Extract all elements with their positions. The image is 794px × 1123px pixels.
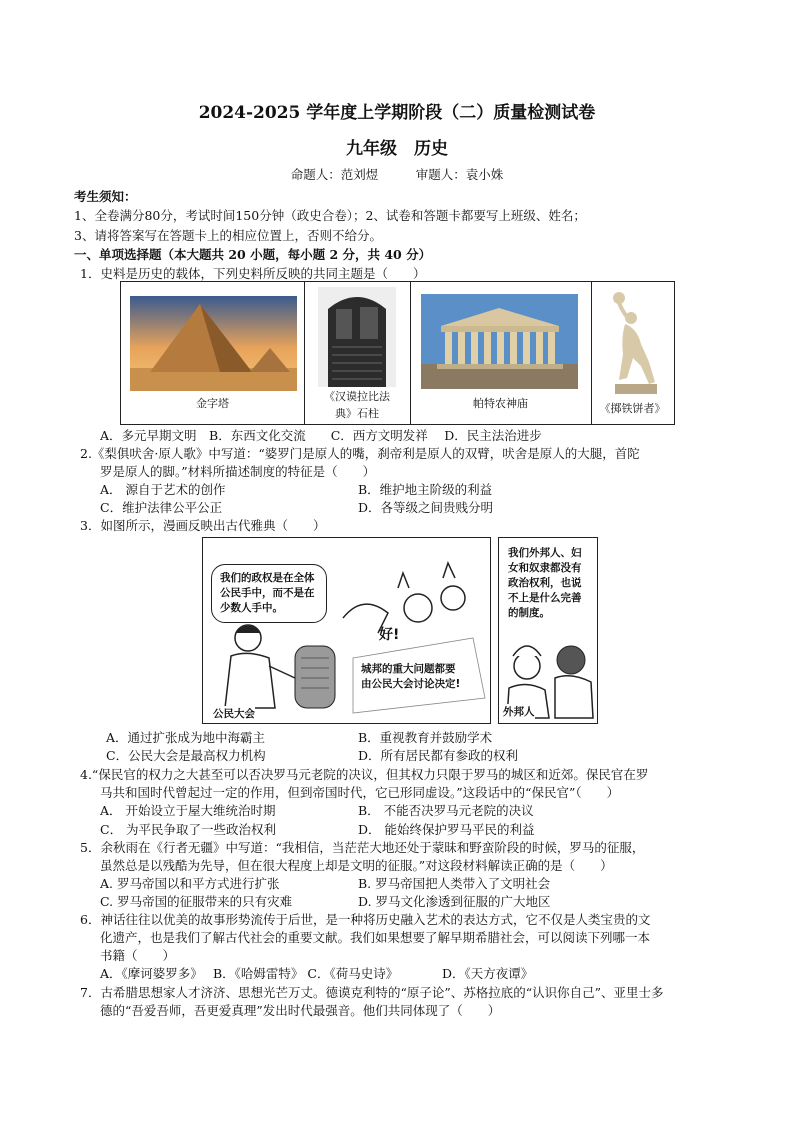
q4-option-b: B． 不能否决罗马元老院的决议 xyxy=(358,803,534,818)
parthenon-image xyxy=(421,294,578,389)
discobolus-image xyxy=(605,288,661,396)
label-foreigner: 外邦人 xyxy=(503,706,535,718)
q3-option-d: D．所有居民都有参政的权利 xyxy=(358,748,519,763)
q3-option-c: C．公民大会是最高权力机构 xyxy=(106,748,266,763)
exam-title: 2024-2025 学年度上学期阶段（二）质量检测试卷 xyxy=(198,103,596,123)
comic-foreigner-drawing xyxy=(499,538,597,723)
notice-item-1: 1、全卷满分80分，考试时间150分钟（政史合卷）；2、试卷和答题卡都要写上班级、姓名； xyxy=(74,208,586,223)
q4-option-a: A． 开始设立于屋大维统治时期 xyxy=(100,803,276,818)
q1-stem: 1．史料是历史的载体，下列史料所反映的共同主题是（ ） xyxy=(80,266,426,281)
section-heading: 一、单项选择题（本大题共 20 小题，每小题 2 分，共 40 分） xyxy=(74,247,432,262)
exam-subtitle: 九年级 历史 xyxy=(346,139,448,159)
q5-option-a: A. 罗马帝国以和平方式进行扩张 xyxy=(100,876,280,891)
q2-option-d: D．各等级之间贵贱分明 xyxy=(358,500,494,515)
q6-stem-2: 化遗产，也是我们了解古代社会的重要文献。我们如果想要了解早期希腊社会，可以阅读下列哪一本 xyxy=(100,930,651,945)
caption-discobolus: 《掷铁饼者》 xyxy=(599,402,666,415)
q7-stem-2: 德的“吾爱吾师，吾更爱真理”发出时代最强音。他们共同体现了（ ） xyxy=(100,1003,501,1018)
bubble-citizens-power: 我们的政权是在全体公民手中，而不是在少数人手中。 xyxy=(211,564,327,623)
q2-stem-1: 2.《梨俱吠舍·原人歌》中写道：“婆罗门是原人的嘴，刹帝利是原人的双臂，吠舍是原人的大腿，首陀 xyxy=(80,446,640,461)
q7-stem-1: 7．古希腊思想家人才济济、思想光芒万丈。德谟克利特的“原子论”、苏格拉底的“认识你自己”、亚里士多 xyxy=(80,985,664,1000)
q2-stem-2: 罗是原人的脚。”材料所描述制度的特征是（ ） xyxy=(100,464,376,479)
notice-heading: 考生须知： xyxy=(74,189,137,204)
q4-option-d: D． 能始终保护罗马平民的利益 xyxy=(358,822,535,837)
q3-option-b: B．重视教育并鼓励学术 xyxy=(358,730,493,745)
parthenon-cell xyxy=(410,282,592,424)
q5-stem-1: 5．余秋雨在《行者无疆》中写道：“我相信，当茫茫大地还处于蒙昧和野蛮阶段的时候，罗马的征服， xyxy=(80,840,645,855)
q2-option-c: C．维护法律公平公正 xyxy=(100,500,223,515)
stele-image xyxy=(318,287,396,387)
q5-option-d: D. 罗马文化渗透到征服的广大地区 xyxy=(358,894,551,909)
notice-item-2: 3、请将答案写在答题卡上的相应位置上，否则不给分。 xyxy=(74,228,382,243)
q3-option-a: A．通过扩张成为地中海霸主 xyxy=(106,730,266,745)
caption-parthenon: 帕特农神庙 xyxy=(473,397,528,410)
q2-option-b: B．维护地主阶级的利益 xyxy=(358,482,493,497)
comic-assembly-panel xyxy=(202,537,491,724)
q5-option-c: C. 罗马帝国的征服带来的只有灾难 xyxy=(100,894,293,909)
q5-option-b: B. 罗马帝国把人类带入了文明社会 xyxy=(358,876,551,891)
bubble-assembly-decides: 城邦的重大问题都要由公民大会讨论决定! xyxy=(361,663,461,690)
q4-option-c: C． 为平民争取了一些政治权利 xyxy=(100,822,277,837)
label-citizens-assembly: 公民大会 xyxy=(213,708,255,720)
caption-stele-1: 《汉谟拉比法 xyxy=(324,390,390,403)
q1-options: A．多元早期文明 B．东西文化交流 C．西方文明发祥 D．民主法治进步 xyxy=(100,428,542,443)
q2-option-a: A． 源自于艺术的创作 xyxy=(100,482,226,497)
caption-stele-2: 典》石柱 xyxy=(335,407,379,420)
bubble-foreigners: 我们外邦人、妇女和奴隶都没有政治权利，也说不上是什么完善的制度。 xyxy=(508,547,582,619)
q6-stem-3: 书籍（ ） xyxy=(100,948,176,963)
pyramid-cell xyxy=(121,282,305,424)
pyramid-image xyxy=(130,296,297,391)
exam-authors: 命题人：范刘煜 审题人：袁小姝 xyxy=(290,167,504,182)
q1-figure xyxy=(120,281,675,425)
comic-foreigner-panel xyxy=(498,537,598,724)
caption-pyramid: 金字塔 xyxy=(196,397,229,410)
q6-options: A．《摩诃婆罗多》 B．《哈姆雷特》 C．《荷马史诗》 D．《天方夜谭》 xyxy=(100,966,534,981)
discobolus-cell xyxy=(591,282,674,424)
q6-stem-1: 6．神话往往以优美的故事形势流传于后世，是一种将历史融入艺术的表达方式，它不仅是人类宝贵的文 xyxy=(80,912,651,927)
stele-cell xyxy=(304,282,411,424)
q3-stem: 3．如图所示，漫画反映出古代雅典（ ） xyxy=(80,518,326,533)
q4-stem-2: 马共和国时代曾起过一定的作用，但到帝国时代，它已形同虚设。”这段话中的“保民官”（ ） xyxy=(100,785,620,800)
q4-stem-1: 4.“保民官的权力之大甚至可以否决罗马元老院的决议，但其权力只限于罗马的城区和近郊。保民官在罗 xyxy=(80,767,649,782)
q5-stem-2: 虽然总是以残酷为先导，但在很大程度上却是文明的征服。”对这段材料解读正确的是（ ） xyxy=(100,858,613,873)
bubble-good: 好! xyxy=(379,627,400,643)
